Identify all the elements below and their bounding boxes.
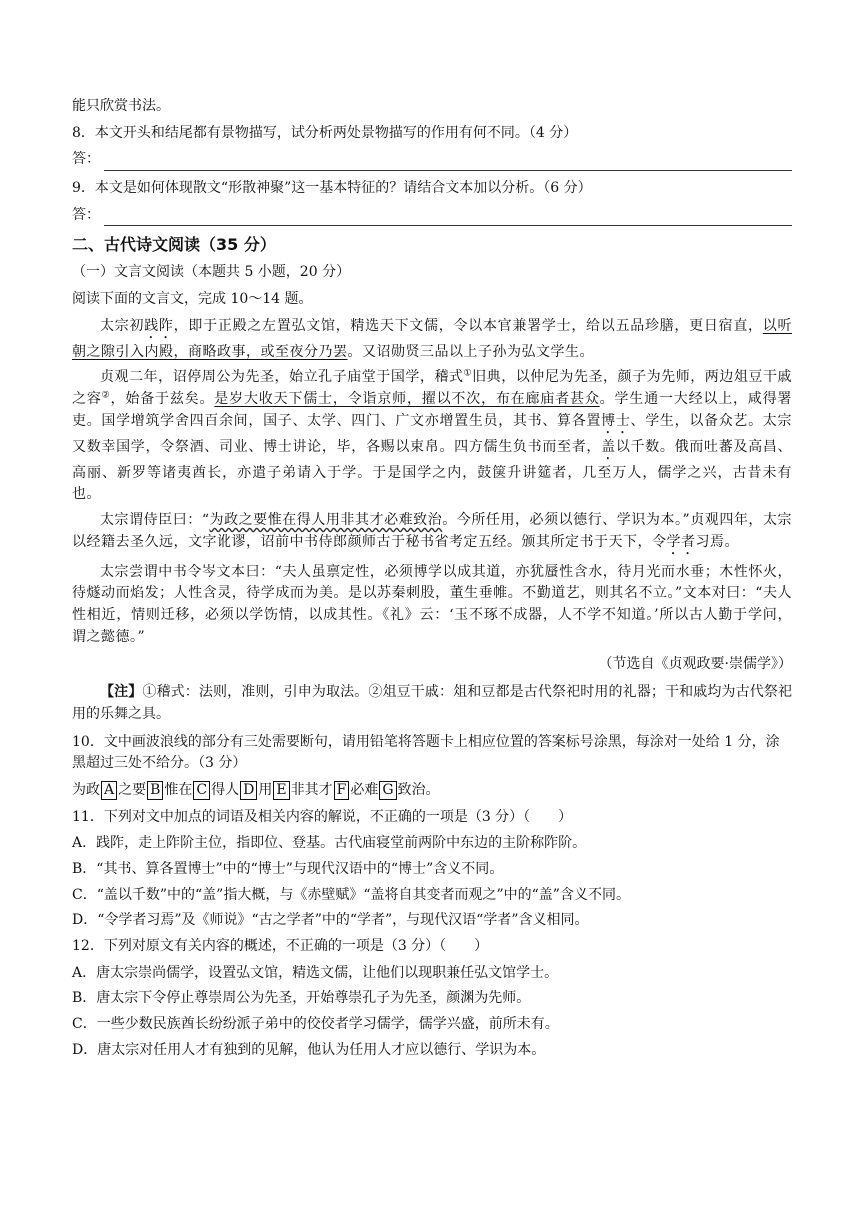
footnote-text: ①稽式：法则，准则，引申为取法。②俎豆干戚：俎和豆都是古代祭祀时用的礼器；干和戚均为古代祭祀用的乐舞之具。 (72, 684, 792, 722)
question-10: 10．文中画波浪线的部分有三处需要断句，请用铅笔将答题卡上相应位置的答案标号涂黑，每涂对一处给 1 分，涂黑超过三处不给分。（3 分） (72, 733, 780, 772)
segment: 必难 (350, 781, 379, 798)
option-d[interactable]: D．唐太宗对任用人才有独到的见解，他认为任用人才应以德行、学识为本。 (72, 1041, 546, 1058)
text: 。学生通一大经以上，咸得署吏。国学增筑学舍四百余间，国子、太学、四门、广文亦增置生员，其书、算各置 (72, 390, 793, 429)
break-box-d[interactable]: D (240, 781, 257, 800)
question-12: 12．下列对原文有关内容的概述，不正确的一项是（3 分）（ ） (72, 938, 489, 955)
text: 、学生，以备众艺。太宗又数幸国学，令祭酒、司业、博士讲论，毕，各赐以束帛。四方儒生负书而至者， (72, 412, 793, 455)
question-9: 9．本文是如何体现散文“形散神聚”这一基本特征的？请结合文本加以分析。（6 分） (72, 180, 592, 197)
question-11: 11．下列对文中加点的词语及相关内容的解说，不正确的一项是（3 分）（ ） (72, 808, 573, 825)
passage-source: （节选自《贞观政要·崇儒学》） (598, 656, 792, 673)
dotted-word: 博士 (601, 412, 631, 429)
segment: 惟在 (164, 781, 193, 798)
text: 太宗初 (100, 317, 145, 334)
previous-answer-tail: 能只欣赏书法。 (72, 98, 170, 114)
segment: 致治。 (397, 781, 440, 798)
instruction: 阅读下面的文言文，完成 10～14 题。 (72, 290, 313, 307)
text: 。今所任用，必须以德行、学识为本。”贞观四年，太宗以经籍去圣久远，文字讹谬，诏前中书侍郎颜师古于秘书省考定五经。颁其所定书于天下，令 (72, 512, 793, 550)
segment: 非其才 (290, 781, 333, 798)
option-d[interactable]: D．“令学者习焉”及《师说》“古之学者”中的“学者”，与现代汉语“学者”含义相同。 (72, 912, 589, 929)
passage-paragraph-3 (72, 510, 792, 558)
text: 。又诏勋贤三品以上子孙为弘文学生。 (347, 343, 594, 360)
footnote (72, 682, 792, 725)
footnote-mark: ① (463, 368, 473, 379)
dotted-word: 盖 (601, 438, 616, 455)
segment: 之要 (118, 781, 147, 798)
dotted-word: 践阼 (144, 317, 174, 334)
segment: 用 (258, 781, 273, 798)
break-box-b[interactable]: B (147, 781, 163, 800)
option-b[interactable]: B．唐太宗下令停止尊崇周公为先圣，开始尊崇孔子为先圣，颜渊为先师。 (72, 990, 531, 1007)
text: ，即于正殿之左置弘文馆，精选天下文儒，令以本官兼署学士，给以五品珍膳，更日宿直， (173, 317, 763, 334)
wavy-underlined-sentence: 为政之要惟在得人用非其才必难致治 (209, 512, 443, 529)
option-a[interactable]: A．唐太宗崇尚儒学，设置弘文馆，精选文儒，让他们以现职兼任弘文馆学士。 (72, 964, 559, 981)
break-box-f[interactable]: F (334, 781, 350, 800)
answer-label: 答： (72, 151, 100, 168)
underlined-sentence: 以听朝之隙引入内殿，商略政事，或至夜分乃罢 (72, 317, 793, 360)
option-c[interactable]: C．一些少数民族酋长纷纷派子弟中的佼佼者学习儒学，儒学兴盛，前所未有。 (72, 1016, 559, 1033)
section-title: 二、古代诗文阅读（35 分） (72, 235, 276, 255)
answer-line-9[interactable] (72, 205, 792, 227)
break-box-c[interactable]: C (193, 781, 210, 800)
break-box-a[interactable]: A (101, 781, 117, 800)
option-b[interactable]: B．“其书、算各置博士”中的“博士”与现代汉语中的“博士”含义不同。 (72, 860, 504, 877)
answer-rule[interactable] (104, 156, 792, 171)
option-c[interactable]: C．“盖以千数”中的“盖”指大概，与《赤壁赋》“盖将自其变者而观之”中的“盖”含义不同。 (72, 886, 630, 903)
option-a[interactable]: A．践阼，走上阼阶主位，指即位、登基。古代庙寝堂前两阶中东边的主阶称阼阶。 (72, 835, 587, 852)
footnote-mark: ② (101, 390, 111, 401)
passage-paragraph-4: 太宗尝谓中书令岑文本曰：“夫人虽禀定性，必须博学以成其道，亦犹蜃性含水，待月光而水垂；木性怀火，待燧动而焰发；人性含灵，待学成而为美。是以苏秦刺股，董生垂帷。不勤道艺，则其名不立。”文本对曰：“夫人性相近，情则迁移，必须以学饬情，以成其性。《礼》云：‘玉不琢不成器，人不学不知道。’所以古人勤于学问，谓之懿德。” (72, 563, 792, 645)
answer-label: 答： (72, 206, 100, 223)
answer-line-8[interactable] (72, 149, 792, 171)
break-box-g[interactable]: G (379, 781, 396, 800)
subsection-title: （一）文言文阅读（本题共 5 小题，20 分） (72, 264, 351, 281)
dotted-word: 学者 (666, 533, 696, 550)
text: 以千数。俄而吐蕃及高昌、高丽、新罗等诸夷酋长，亦遣子弟请入于学。于是国学之内，鼓箧升讲筵者，几至万人，儒学之兴，古昔未有也。 (72, 438, 793, 503)
sentence-break-options (72, 780, 792, 802)
question-8: 8．本文开头和结尾都有景物描写，试分析两处景物描写的作用有何不同。（4 分） (72, 124, 578, 141)
passage-paragraph-1 (72, 316, 792, 364)
text: 习焉。 (695, 533, 739, 550)
text: 贞观二年，诏停周公为先圣，始立孔子庙堂于国学，稽式 (100, 369, 464, 386)
segment: 得人 (211, 781, 240, 798)
segment: 为政 (72, 781, 100, 798)
answer-rule[interactable] (104, 211, 792, 226)
break-box-e[interactable]: E (273, 781, 289, 800)
underlined-sentence: 是岁大收天下儒士，令诣京师，擢以不次，布在廊庙者甚众 (214, 390, 600, 407)
passage-paragraph-2 (72, 367, 792, 506)
text: 太宗谓侍臣曰：“ (100, 512, 210, 529)
footnote-label: 【注】 (100, 684, 143, 701)
text: 旧典，以仲尼为先圣，颜子为先师，两边俎豆干戚之容 (72, 369, 792, 407)
text: ，始备于兹矣。 (110, 390, 215, 407)
exam-page (72, 96, 792, 1065)
